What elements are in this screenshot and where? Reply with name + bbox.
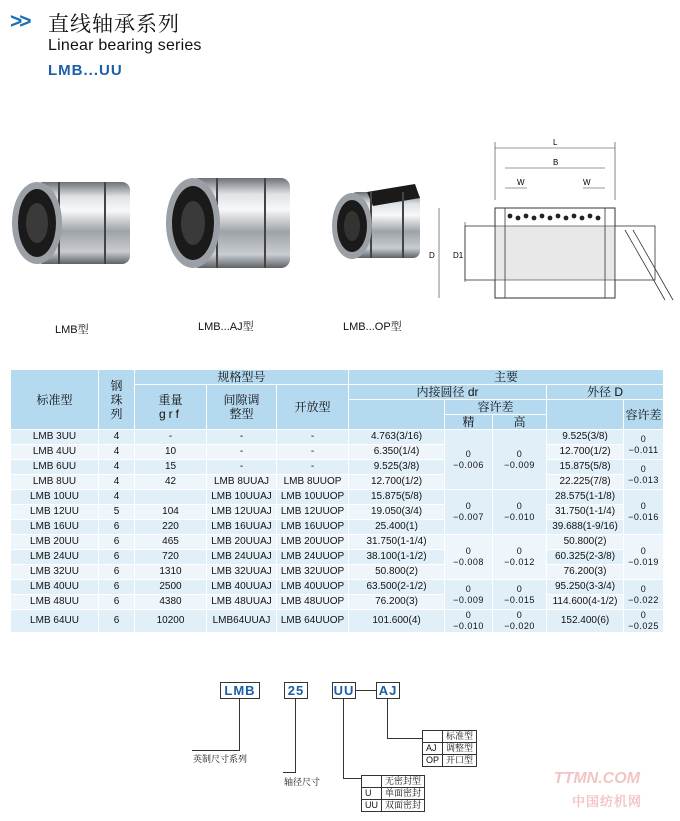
cell-balls: 4 [99, 460, 135, 475]
cell-balls: 6 [99, 520, 135, 535]
watermark-site-name: 中国纺机网 [571, 794, 642, 809]
cell-gap-model: LMB 24UUAJ [207, 550, 277, 565]
cell-tol-high: 0 −0.010 [493, 490, 547, 535]
cell-open-model: LMB 12UUOP [277, 505, 349, 520]
cell-outer-dia: 22.225(7/8) [547, 475, 624, 490]
table-row [11, 445, 664, 460]
header-outer-tolerance: 容许差 [624, 400, 664, 430]
cell-weight: 42 [135, 475, 207, 490]
cell-weight: 10200 [135, 610, 207, 633]
cell-balls: 6 [99, 565, 135, 580]
cell-outer-dia: 15.875(5/8) [547, 460, 624, 475]
page-title-en: Linear bearing series [48, 37, 202, 54]
type-leader [387, 698, 388, 738]
cell-standard: LMB 24UU [11, 550, 99, 565]
header-precision: 精 [445, 415, 493, 430]
cell-tol-outer: 0 −0.011 [624, 430, 664, 460]
cell-gap-model: LMB64UUAJ [207, 610, 277, 633]
cell-inner-dia: 38.100(1-1/2) [349, 550, 445, 565]
dim-w1-label: W [517, 178, 525, 187]
cell-weight: 104 [135, 505, 207, 520]
cell-standard: LMB 20UU [11, 535, 99, 550]
cell-balls: 4 [99, 445, 135, 460]
code-option-key: U [362, 788, 382, 800]
spec-table [10, 369, 664, 633]
cell-standard: LMB 8UU [11, 475, 99, 490]
dim-l-label: L [553, 138, 558, 147]
code-option-row [423, 755, 477, 767]
cell-inner-dia: 19.050(3/4) [349, 505, 445, 520]
cell-tol-precision: 0 −0.010 [445, 610, 493, 633]
table-row [11, 550, 664, 565]
cell-gap-model: LMB 8UUAJ [207, 475, 277, 490]
cell-gap-model: - [207, 445, 277, 460]
code-option-desc: 调整型 [443, 743, 477, 755]
cell-open-model: LMB 20UUOP [277, 535, 349, 550]
cell-inner-dia: 31.750(1-1/4) [349, 535, 445, 550]
cell-weight: 720 [135, 550, 207, 565]
cell-tol-high: 0 −0.020 [493, 610, 547, 633]
dimension-drawing [425, 130, 675, 305]
cell-standard: LMB 6UU [11, 460, 99, 475]
caption-lmb-aj: LMB...AJ型 [198, 321, 254, 333]
cell-standard: LMB 16UU [11, 520, 99, 535]
cell-balls: 6 [99, 535, 135, 550]
header-weight: 重量 grf [135, 385, 207, 430]
header-arrows: >> [10, 10, 29, 33]
table-row [11, 520, 664, 535]
code-option-key: OP [423, 755, 443, 767]
cell-balls: 4 [99, 490, 135, 505]
cell-weight: - [135, 430, 207, 445]
lmb-leader-h [192, 750, 240, 751]
type-code-table [422, 730, 477, 767]
lmb-bearing-photo [12, 182, 130, 264]
code-option-row [362, 800, 425, 812]
cell-balls: 6 [99, 580, 135, 595]
cell-weight [135, 490, 207, 505]
code-option-desc: 单面密封 [382, 788, 425, 800]
header-ball-rows: 钢珠列 [99, 370, 135, 430]
cell-open-model: - [277, 445, 349, 460]
seal-leader-h [343, 778, 361, 779]
lmb-aj-bearing-photo [166, 178, 290, 268]
table-row [11, 535, 664, 550]
cell-tol-precision: 0 −0.008 [445, 535, 493, 580]
cell-weight: 15 [135, 460, 207, 475]
code-option-desc: 开口型 [443, 755, 477, 767]
cell-outer-dia: 95.250(3-3/4) [547, 580, 624, 595]
cell-inner-dia: 15.875(5/8) [349, 490, 445, 505]
cell-gap-model: - [207, 430, 277, 445]
code-option-desc: 无密封型 [382, 776, 425, 788]
cell-inner-dia: 63.500(2-1/2) [349, 580, 445, 595]
table-row [11, 490, 664, 505]
dim-w2-label: W [583, 178, 591, 187]
cell-outer-dia: 76.200(3) [547, 565, 624, 580]
cell-standard: LMB 64UU [11, 610, 99, 633]
code-option-key [362, 776, 382, 788]
cell-standard: LMB 12UU [11, 505, 99, 520]
cell-outer-dia: 31.750(1-1/4) [547, 505, 624, 520]
cell-open-model: LMB 16UUOP [277, 520, 349, 535]
label-imperial-series: 英制尺寸系列 [193, 754, 248, 764]
cell-tol-outer: 0 −0.025 [624, 610, 664, 633]
cell-weight: 10 [135, 445, 207, 460]
code-option-key: AJ [423, 743, 443, 755]
cell-weight: 4380 [135, 595, 207, 610]
cell-outer-dia: 12.700(1/2) [547, 445, 624, 460]
code-option-desc: 标准型 [443, 731, 477, 743]
cell-gap-model: LMB 10UUAJ [207, 490, 277, 505]
cell-tol-outer: 0 −0.022 [624, 580, 664, 610]
cell-gap-model: LMB 20UUAJ [207, 535, 277, 550]
dim-b-label: B [553, 158, 559, 167]
cell-open-model: - [277, 430, 349, 445]
seal-leader [343, 698, 344, 778]
header-outer-blank [547, 400, 624, 430]
cell-open-model: LMB 40UUOP [277, 580, 349, 595]
code-uu: UU [333, 683, 355, 698]
product-photos [5, 170, 430, 300]
code-option-row [423, 743, 477, 755]
size-leader [295, 698, 296, 772]
cell-tol-high: 0 −0.012 [493, 535, 547, 580]
label-shaft-size: 轴径尺寸 [284, 777, 321, 787]
code-option-row [423, 731, 477, 743]
cell-tol-precision: 0 −0.009 [445, 580, 493, 610]
cell-weight: 220 [135, 520, 207, 535]
dim-d1-label: D1 [453, 251, 464, 260]
cell-inner-dia: 50.800(2) [349, 565, 445, 580]
code-dash [355, 690, 376, 691]
header-open-type: 开放型 [277, 385, 349, 430]
table-row [11, 505, 664, 520]
cell-balls: 6 [99, 610, 135, 633]
cell-weight: 2500 [135, 580, 207, 595]
header-main: 主要 [349, 370, 664, 385]
cell-outer-dia: 39.688(1-9/16) [547, 520, 624, 535]
cell-weight: 465 [135, 535, 207, 550]
cell-inner-dia: 6.350(1/4) [349, 445, 445, 460]
header-outer-dia: 外径 D [547, 385, 664, 400]
cell-inner-dia: 4.763(3/16) [349, 430, 445, 445]
cell-tol-outer: 0 −0.016 [624, 490, 664, 535]
header-gap-adjust: 间隙调整型 [207, 385, 277, 430]
cell-balls: 6 [99, 595, 135, 610]
cell-tol-precision: 0 −0.007 [445, 490, 493, 535]
cell-tol-precision: 0 −0.006 [445, 430, 493, 490]
header-high: 高 [493, 415, 547, 430]
code-aj: AJ [376, 682, 400, 699]
cell-outer-dia: 50.800(2) [547, 535, 624, 550]
cell-tol-outer: 0 −0.019 [624, 535, 664, 580]
size-leader-h [283, 772, 296, 773]
cell-standard: LMB 48UU [11, 595, 99, 610]
cell-tol-high: 0 −0.015 [493, 580, 547, 610]
table-row [11, 565, 664, 580]
cell-standard: LMB 3UU [11, 430, 99, 445]
header-spec-model: 规格型号 [135, 370, 349, 385]
cell-outer-dia: 114.600(4-1/2) [547, 595, 624, 610]
series-code: LMB...UU [48, 62, 123, 79]
code-option-row [362, 788, 425, 800]
table-row [11, 595, 664, 610]
cell-inner-dia: 12.700(1/2) [349, 475, 445, 490]
table-row [11, 475, 664, 490]
cell-open-model: LMB 48UUOP [277, 595, 349, 610]
page-title-cn: 直线轴承系列 [48, 12, 180, 36]
cell-outer-dia: 28.575(1-1/8) [547, 490, 624, 505]
table-row [11, 610, 664, 633]
cell-balls: 4 [99, 430, 135, 445]
cell-standard: LMB 40UU [11, 580, 99, 595]
cell-balls: 5 [99, 505, 135, 520]
cell-tol-high: 0 −0.009 [493, 430, 547, 490]
header-standard: 标准型 [11, 370, 99, 430]
lmb-leader [239, 698, 240, 750]
header-tolerance: 容许差 [445, 400, 547, 415]
cell-gap-model: LMB 40UUAJ [207, 580, 277, 595]
seal-code-table [361, 775, 425, 812]
cell-gap-model: - [207, 460, 277, 475]
caption-lmb-op: LMB...OP型 [343, 321, 402, 333]
cell-standard: LMB 4UU [11, 445, 99, 460]
cell-inner-dia: 76.200(3) [349, 595, 445, 610]
type-leader-h [387, 738, 422, 739]
cell-weight: 1310 [135, 565, 207, 580]
lmb-op-bearing-photo [332, 184, 420, 259]
cell-open-model: - [277, 460, 349, 475]
cell-standard: LMB 10UU [11, 490, 99, 505]
code-lmb: LMB [220, 682, 260, 699]
spec-table-body [11, 430, 664, 633]
cell-open-model: LMB 24UUOP [277, 550, 349, 565]
cell-balls: 6 [99, 550, 135, 565]
cell-gap-model: LMB 48UUAJ [207, 595, 277, 610]
table-row [11, 580, 664, 595]
code-option-key: UU [362, 800, 382, 812]
cell-inner-dia: 25.400(1) [349, 520, 445, 535]
cell-open-model: LMB 8UUOP [277, 475, 349, 490]
cell-outer-dia: 152.400(6) [547, 610, 624, 633]
cell-standard: LMB 32UU [11, 565, 99, 580]
cell-balls: 4 [99, 475, 135, 490]
code-option-desc: 双面密封 [382, 800, 425, 812]
header-inner-dia: 内接圆径 dr [349, 385, 547, 400]
cell-gap-model: LMB 32UUAJ [207, 565, 277, 580]
cell-outer-dia: 60.325(2-3/8) [547, 550, 624, 565]
cell-outer-dia: 9.525(3/8) [547, 430, 624, 445]
table-row [11, 460, 664, 475]
watermark-domain: TTMN.COM [553, 770, 640, 787]
caption-lmb: LMB型 [55, 324, 89, 336]
code-size: 25 [284, 682, 308, 699]
code-option-key [423, 731, 443, 743]
header-inner-blank [349, 400, 445, 430]
code-option-row [362, 776, 425, 788]
cell-inner-dia: 9.525(3/8) [349, 460, 445, 475]
cell-inner-dia: 101.600(4) [349, 610, 445, 633]
table-row [11, 430, 664, 445]
cell-open-model: LMB 32UUOP [277, 565, 349, 580]
cell-tol-outer: 0 −0.013 [624, 460, 664, 490]
cell-gap-model: LMB 12UUAJ [207, 505, 277, 520]
dim-d-label: D [429, 251, 435, 260]
cell-open-model: LMB 10UUOP [277, 490, 349, 505]
cell-gap-model: LMB 16UUAJ [207, 520, 277, 535]
cell-open-model: LMB 64UUOP [277, 610, 349, 633]
